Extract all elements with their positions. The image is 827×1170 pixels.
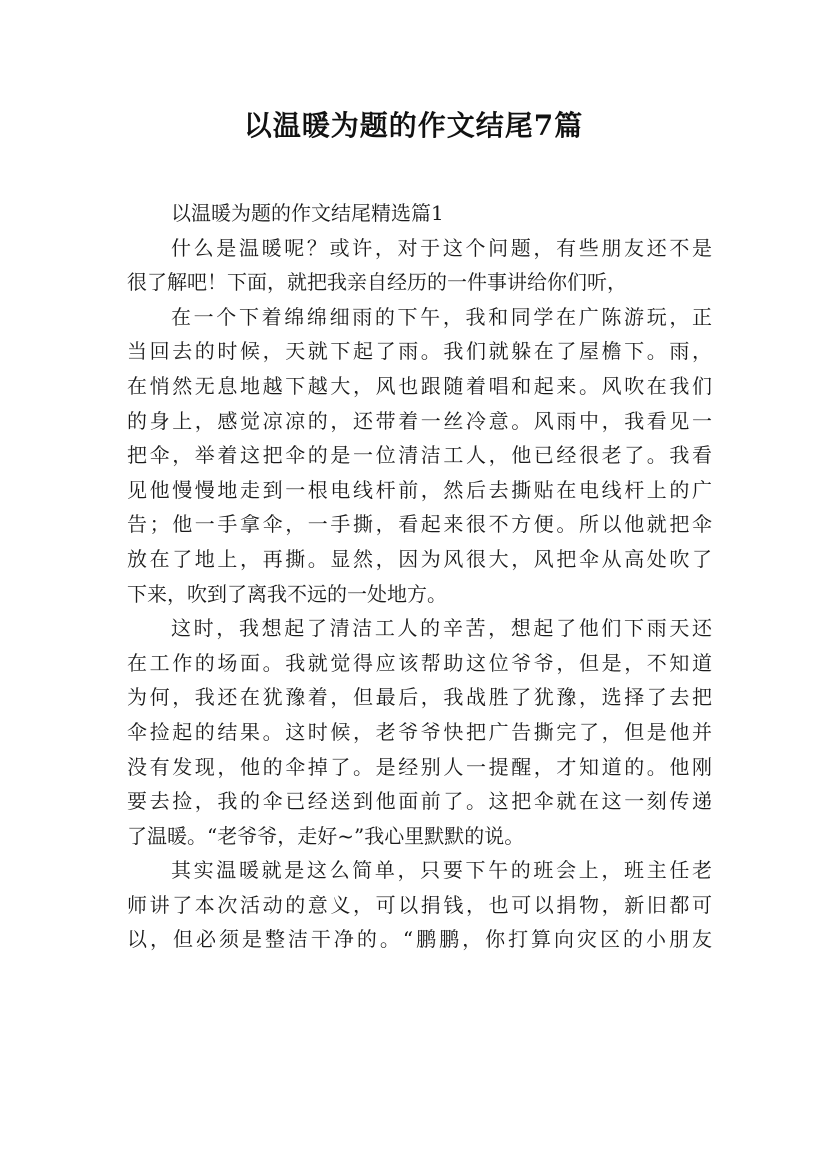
text-line: 要去捡，我的伞已经送到他面前了。这把伞就在这一刻传递 xyxy=(127,789,712,814)
text-line: 当回去的时候，天就下起了雨。我们就躲在了屋檐下。雨， xyxy=(127,339,712,364)
text-line: 放在了地上，再撕。显然，因为风很大，风把伞从高处吹了 xyxy=(127,546,712,571)
text-line: 了温暖。“老爷爷，走好~”我心里默默的说。 xyxy=(127,823,525,848)
text-line: 伞捡起的结果。这时候，老爷爷快把广告撕完了，但是他并 xyxy=(127,719,712,744)
text-line: 在悄然无息地越下越大，风也跟随着唱和起来。风吹在我们 xyxy=(127,373,712,398)
text-line: 把伞，举着这把伞的是一位清洁工人，他已经很老了。我看 xyxy=(127,443,712,468)
text-line: 什么是温暖呢？或许，对于这个问题，有些朋友还不是 xyxy=(171,235,712,260)
text-line: 在工作的场面。我就觉得应该帮助这位爷爷，但是，不知道 xyxy=(127,650,712,675)
text-line: 其实温暖就是这么简单，只要下午的班会上，班主任老 xyxy=(171,858,712,883)
text-line: 这时，我想起了清洁工人的辛苦，想起了他们下雨天还 xyxy=(171,616,712,641)
document-title: 以温暖为题的作文结尾7篇 xyxy=(243,109,584,142)
text-line: 在一个下着绵绵细雨的下午，我和同学在广陈游玩，正 xyxy=(171,304,712,329)
text-line: 以温暖为题的作文结尾精选篇1 xyxy=(171,201,444,225)
text-line: 见他慢慢地走到一根电线杆前，然后去撕贴在电线杆上的广 xyxy=(127,477,712,502)
text-line: 为何，我还在犹豫着，但最后，我战胜了犹豫，选择了去把 xyxy=(127,685,712,710)
text-line: 的身上，感觉凉凉的，还带着一丝冷意。风雨中，我看见一 xyxy=(127,408,712,433)
text-line: 下来，吹到了离我不远的一处地方。 xyxy=(127,581,447,606)
text-line: 以，但必须是整洁干净的。“鹏鹏，你打算向灾区的小朋友 xyxy=(127,927,712,952)
text-line: 没有发现，他的伞掉了。是经别人一提醒，才知道的。他刚 xyxy=(127,754,712,779)
document-body xyxy=(127,196,712,957)
text-line: 师讲了本次活动的意义，可以捐钱，也可以捐物，新旧都可 xyxy=(127,892,712,917)
text-line: 告；他一手拿伞，一手撕，看起来很不方便。所以他就把伞 xyxy=(127,512,712,537)
text-line: 很了解吧！下面，就把我亲自经历的一件事讲给你们听， xyxy=(127,270,627,295)
